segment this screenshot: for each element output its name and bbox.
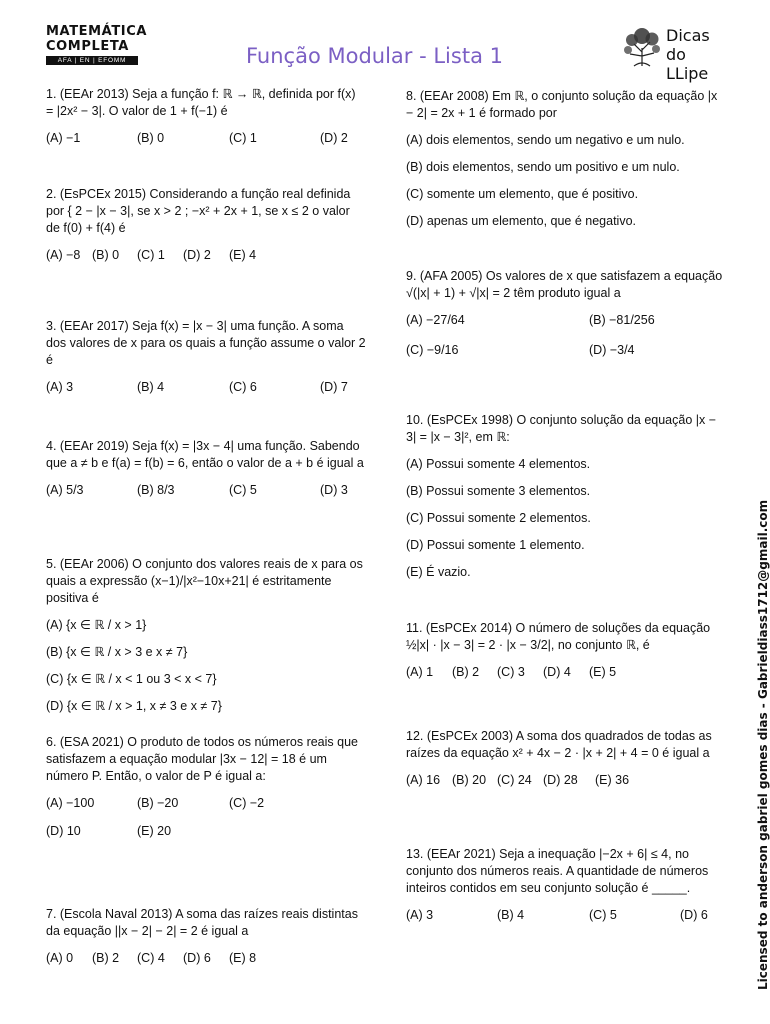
options-row bbox=[46, 482, 366, 502]
option-c[interactable]: (C) 1 bbox=[137, 248, 165, 262]
option-b[interactable]: (B) 0 bbox=[137, 131, 165, 145]
question-7 bbox=[46, 906, 366, 970]
option-a[interactable]: (A) −27/64 bbox=[406, 313, 465, 327]
option-e[interactable]: (E) 20 bbox=[137, 824, 172, 838]
question-11 bbox=[406, 620, 726, 684]
option-a[interactable]: (A) dois elementos, sendo um negativo e um nulo. bbox=[406, 133, 685, 147]
option-a[interactable]: (A) 5/3 bbox=[46, 483, 84, 497]
option-d[interactable]: (D) 6 bbox=[680, 908, 708, 922]
question-text: 8. (EEAr 2008) Em ℝ, o conjunto solução da equação |x − 2| = 2x + 1 é formado por bbox=[406, 89, 718, 120]
options-row bbox=[46, 379, 366, 399]
option-b[interactable]: (B) 2 bbox=[452, 665, 480, 679]
options-row bbox=[46, 950, 366, 970]
option-c[interactable]: (C) 3 bbox=[497, 665, 525, 679]
option-d[interactable]: (D) −3/4 bbox=[589, 343, 635, 357]
option-e[interactable]: (E) É vazio. bbox=[406, 565, 471, 579]
option-e[interactable]: (E) 8 bbox=[229, 951, 257, 965]
question-text: 3. (EEAr 2017) Seja f(x) = |x − 3| uma função. A soma dos valores de x para os quais a função assume o valor 2 é bbox=[46, 319, 366, 367]
option-c[interactable]: (C) 5 bbox=[589, 908, 617, 922]
option-c[interactable]: (C) 1 bbox=[229, 131, 257, 145]
option-b[interactable]: (B) Possui somente 3 elementos. bbox=[406, 484, 591, 498]
options-row bbox=[46, 795, 366, 815]
option-a[interactable]: (A) {x ∈ ℝ / x > 1} bbox=[46, 618, 147, 632]
option-c[interactable]: (C) 5 bbox=[229, 483, 257, 497]
option-a[interactable]: (A) Possui somente 4 elementos. bbox=[406, 457, 591, 471]
option-b[interactable]: (B) 8/3 bbox=[137, 483, 175, 497]
option-e[interactable]: (E) 36 bbox=[595, 773, 630, 787]
question-13 bbox=[406, 846, 726, 927]
option-b[interactable]: (B) −81/256 bbox=[589, 313, 655, 327]
option-e[interactable]: (E) 4 bbox=[229, 248, 257, 262]
logo-right-line-2: do LLipe bbox=[666, 45, 709, 83]
option-b[interactable]: (B) 2 bbox=[92, 951, 120, 965]
option-c[interactable]: (C) {x ∈ ℝ / x < 1 ou 3 < x < 7} bbox=[46, 672, 217, 686]
option-a[interactable]: (A) 0 bbox=[46, 951, 74, 965]
logo-matematica-completa bbox=[46, 24, 148, 65]
question-text: 1. (EEAr 2013) Seja a função f: ℝ → ℝ, definida por f(x) = |2x² − 3|. O valor de 1 + f(−1) é bbox=[46, 87, 356, 118]
option-d[interactable]: (D) 2 bbox=[320, 131, 348, 145]
question-3 bbox=[46, 318, 366, 399]
options-row bbox=[46, 130, 366, 150]
option-a[interactable]: (A) −100 bbox=[46, 796, 95, 810]
question-4 bbox=[46, 438, 366, 502]
question-6 bbox=[46, 734, 366, 843]
option-b[interactable]: (B) 20 bbox=[452, 773, 487, 787]
option-b[interactable]: (B) 0 bbox=[92, 248, 120, 262]
question-2 bbox=[46, 186, 366, 267]
option-c[interactable]: (C) −2 bbox=[229, 796, 265, 810]
question-1 bbox=[46, 86, 366, 150]
option-d[interactable]: (D) 4 bbox=[543, 665, 571, 679]
option-c[interactable]: (C) 6 bbox=[229, 380, 257, 394]
question-9 bbox=[406, 268, 726, 362]
question-text: 9. (AFA 2005) Os valores de x que satisfazem a equação √(|x| + 1) + √|x| = 2 têm produto igual a bbox=[406, 269, 723, 300]
page-title: Função Modular - Lista 1 bbox=[246, 44, 503, 68]
license-watermark: Licensed to anderson gabriel gomes dias - Gabrieldiass1712@gmail.com bbox=[756, 499, 770, 990]
option-a[interactable]: (A) 3 bbox=[406, 908, 434, 922]
option-c[interactable]: (C) 4 bbox=[137, 951, 165, 965]
option-c[interactable]: (C) −9/16 bbox=[406, 343, 459, 357]
options-row bbox=[406, 907, 726, 927]
option-a[interactable]: (A) −8 bbox=[46, 248, 81, 262]
option-a[interactable]: (A) −1 bbox=[46, 131, 81, 145]
question-10 bbox=[406, 412, 726, 581]
option-d[interactable]: (D) 3 bbox=[320, 483, 348, 497]
question-text: 7. (Escola Naval 2013) A soma das raízes reais distintas da equação ||x − 2| − 2| = 2 é igual a bbox=[46, 907, 358, 938]
tree-icon bbox=[620, 26, 664, 68]
option-d[interactable]: (D) apenas um elemento, que é negativo. bbox=[406, 214, 636, 228]
options-row bbox=[406, 772, 726, 792]
option-a[interactable]: (A) 3 bbox=[46, 380, 74, 394]
question-text: 4. (EEAr 2019) Seja f(x) = |3x − 4| uma função. Sabendo que a ≠ b e f(a) = f(b) = 6, então o valor de a + b é igual a bbox=[46, 439, 364, 470]
logo-line-1: MATEMÁTICA bbox=[46, 24, 148, 39]
question-text: 2. (EsPCEx 2015) Considerando a função real definida por { 2 − |x − 3|, se x > 2 ; −x² + 2x + 1, se x ≤ 2 o valor de f(0) + f(4) é bbox=[46, 187, 351, 235]
option-a[interactable]: (A) 1 bbox=[406, 665, 434, 679]
logo-line-2: COMPLETA bbox=[46, 39, 129, 54]
option-b[interactable]: (B) {x ∈ ℝ / x > 3 e x ≠ 7} bbox=[46, 645, 188, 659]
option-d[interactable]: (D) 10 bbox=[46, 824, 81, 838]
option-d[interactable]: (D) Possui somente 1 elemento. bbox=[406, 538, 585, 552]
option-d[interactable]: (D) {x ∈ ℝ / x > 1, x ≠ 3 e x ≠ 7} bbox=[46, 699, 222, 713]
options-row bbox=[46, 247, 366, 267]
option-b[interactable]: (B) −20 bbox=[137, 796, 179, 810]
option-b[interactable]: (B) dois elementos, sendo um positivo e um nulo. bbox=[406, 160, 680, 174]
question-5 bbox=[46, 556, 366, 715]
option-b[interactable]: (B) 4 bbox=[497, 908, 525, 922]
question-text: 11. (EsPCEx 2014) O número de soluções da equação ½|x| · |x − 3| = 2 · |x − 3/2|, no conjunto ℝ, é bbox=[406, 621, 711, 652]
question-text: 12. (EsPCEx 2003) A soma dos quadrados de todas as raízes da equação x² + 4x − 2 · |x + 2| + 4 = 0 é igual a bbox=[406, 729, 712, 760]
logo-dicas-do-llipe bbox=[620, 26, 724, 83]
option-a[interactable]: (A) 16 bbox=[406, 773, 441, 787]
option-b[interactable]: (B) 4 bbox=[137, 380, 165, 394]
option-c[interactable]: (C) somente um elemento, que é positivo. bbox=[406, 187, 639, 201]
options-row bbox=[406, 664, 726, 684]
logo-line-3: AFA | EN | EFOMM bbox=[46, 56, 138, 65]
logo-right-line-1: Dicas bbox=[666, 26, 710, 45]
question-text: 13. (EEAr 2021) Seja a inequação |−2x + 6| ≤ 4, no conjunto dos números reais. A quantidade de números inteiros contidos em seu conjunto solução é _____. bbox=[406, 847, 709, 895]
option-d[interactable]: (D) 6 bbox=[183, 951, 211, 965]
question-12 bbox=[406, 728, 726, 792]
option-d[interactable]: (D) 2 bbox=[183, 248, 211, 262]
options-row-2 bbox=[406, 342, 726, 362]
question-text: 6. (ESA 2021) O produto de todos os números reais que satisfazem a equação modular |3x − 12| = 18 é um número P. Então, o valor de P é igual a: bbox=[46, 735, 358, 783]
option-e[interactable]: (E) 5 bbox=[589, 665, 617, 679]
question-8 bbox=[406, 88, 726, 230]
option-c[interactable]: (C) Possui somente 2 elementos. bbox=[406, 511, 591, 525]
options-row bbox=[406, 312, 726, 332]
option-d[interactable]: (D) 28 bbox=[543, 773, 578, 787]
question-text: 10. (EsPCEx 1998) O conjunto solução da equação |x − 3| = |x − 3|², em ℝ: bbox=[406, 413, 717, 444]
question-text: 5. (EEAr 2006) O conjunto dos valores reais de x para os quais a expressão (x−1)/|x²−10x+21| é estritamente positiva é bbox=[46, 557, 363, 605]
option-c[interactable]: (C) 24 bbox=[497, 773, 532, 787]
option-d[interactable]: (D) 7 bbox=[320, 380, 348, 394]
options-row-2 bbox=[46, 823, 366, 843]
